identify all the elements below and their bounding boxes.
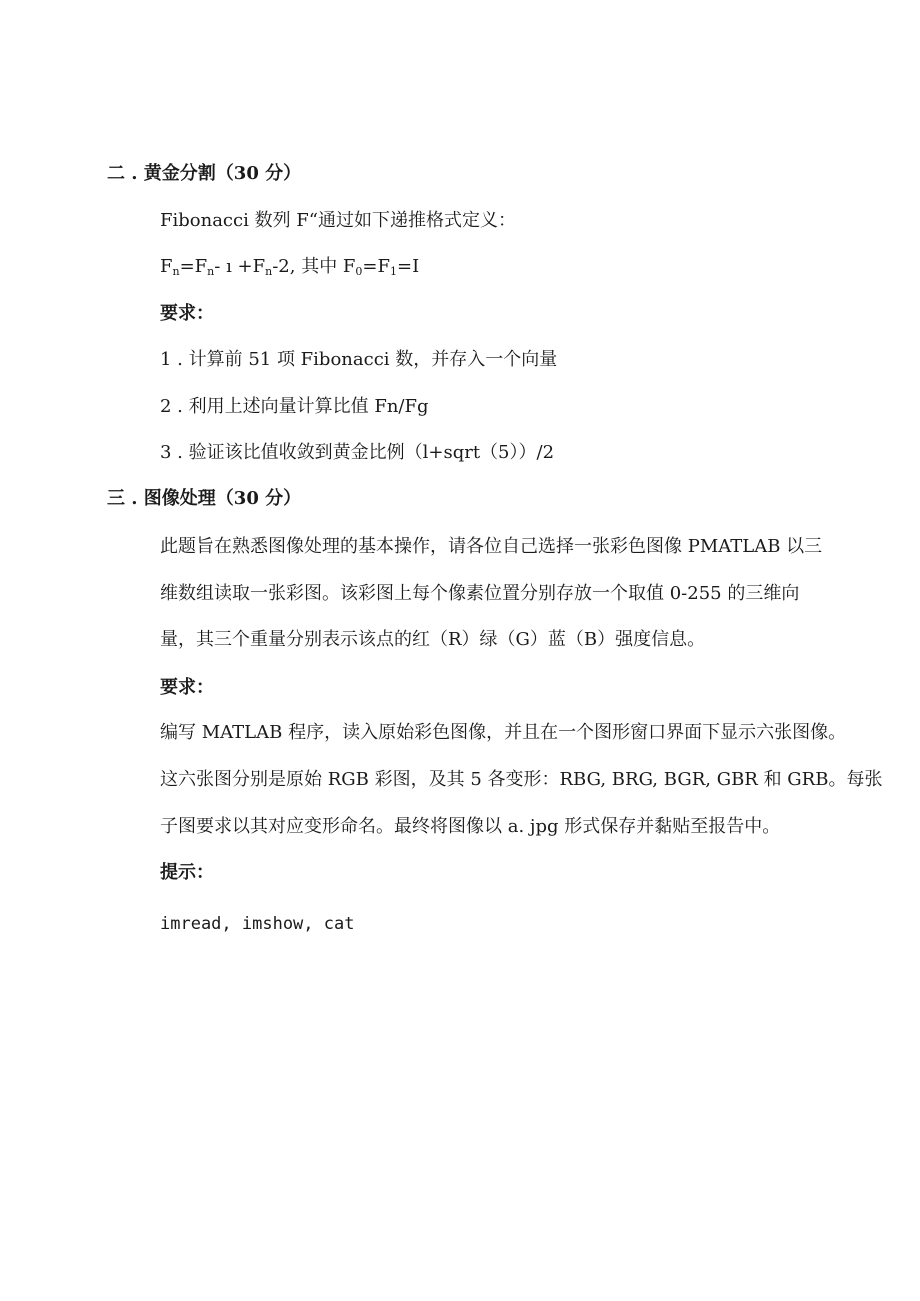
image-task-paragraph-line-1: 此题旨在熟悉图像处理的基本操作，请各位自己选择一张彩色图像 PMATLAB 以三 (160, 536, 823, 557)
matlab-task-line-2: 这六张图分别是原始 RGB 彩图，及其 5 各变形：RBG, BRG, BGR, GBR 和 GRB。每张 (160, 769, 883, 790)
section-2-heading: 二 . 黄金分割（30 分） (107, 163, 302, 184)
image-task-paragraph-line-3: 量，其三个重量分别表示该点的红（R）绿（G）蓝（B）强度信息。 (160, 629, 706, 650)
requirement-item-1: 1 . 计算前 51 项 Fibonacci 数，并存入一个向量 (160, 349, 558, 370)
image-task-paragraph-line-2: 维数组读取一张彩图。该彩图上每个像素位置分别存放一个取值 0-255 的三维向 (160, 583, 800, 604)
requirement-item-2: 2 . 利用上述向量计算比值 Fn/Fg (160, 396, 429, 417)
matlab-task-line-1: 编写 MATLAB 程序，读入原始彩色图像，并且在一个图形窗口界面下显示六张图像。 (160, 722, 847, 743)
section-3-heading: 三 . 图像处理（30 分） (107, 488, 302, 509)
fibonacci-formula: $F_n=F_n-$ ı $+F_n-2$, 其中 $F_0=F_1=I$ (160, 256, 420, 278)
matlab-task-line-3: 子图要求以其对应变形命名。最终将图像以 a. jpg 形式保存并黏贴至报告中。 (160, 816, 781, 837)
hint-functions: imread, imshow, cat (160, 914, 355, 934)
requirement-item-3: 3 . 验证该比值收敛到黄金比例（l+sqrt（5））/2 (160, 442, 555, 463)
section-2-requirements-label: 要求： (160, 303, 214, 324)
hint-label: 提示： (160, 862, 214, 883)
section-3-requirements-label: 要求： (160, 677, 214, 698)
fibonacci-intro: Fibonacci 数列 F“通过如下递推格式定义： (160, 210, 516, 231)
